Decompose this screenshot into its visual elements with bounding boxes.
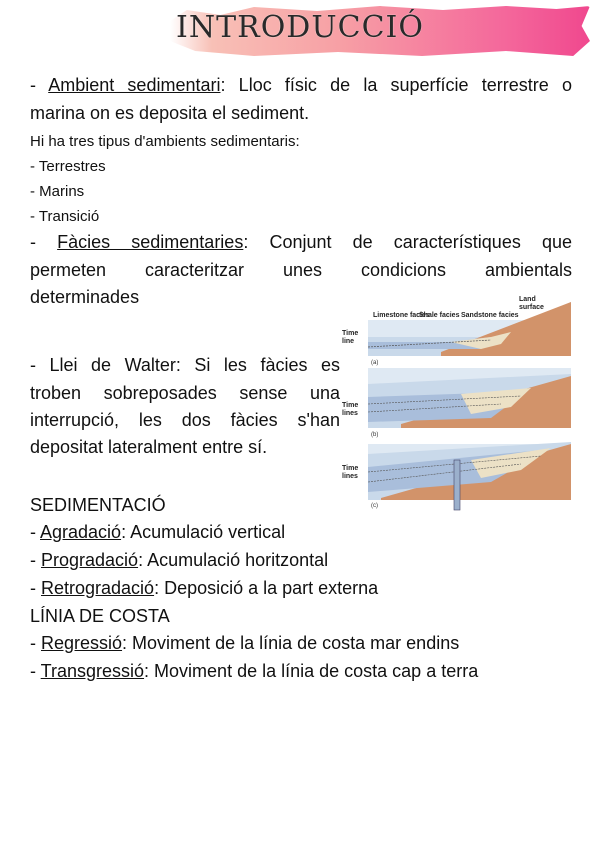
facies-term: Fàcies sedimentaries	[57, 232, 244, 252]
facies-definition-line2: permeten caracteritzar unes condicions ambientals	[30, 260, 572, 280]
costa-heading: LÍNIA DE COSTA	[30, 606, 170, 626]
list-item: - Progradació: Acumulació horitzontal	[30, 550, 329, 570]
list-item: - Regressió: Moviment de la línia de costa mar endins	[30, 633, 460, 653]
term-agradacio: Agradació	[40, 522, 122, 542]
label-shale: Shale facies	[419, 312, 460, 319]
label-a: (a)	[371, 360, 379, 366]
term-regressio: Regressió	[41, 633, 123, 653]
term-progradacio: Progradació	[41, 550, 139, 570]
facies-diagram-svg	[341, 292, 573, 512]
term-retrogradacio: Retrogradació	[41, 578, 155, 598]
list-item: - Marins	[30, 183, 85, 200]
label-time-lines-c: Time lines	[342, 465, 359, 480]
label-time-line: Time line	[342, 330, 359, 345]
list-item: - Agradació: Acumulació vertical	[30, 522, 286, 542]
list-item: - Retrogradació: Deposició a la part externa	[30, 578, 379, 598]
ambient-definition-line2: marina on es deposita el sediment.	[30, 103, 310, 123]
facies-definition-line1: - Fàcies sedimentaries: Conjunt de característiques que	[30, 232, 572, 252]
list-item: - Transició	[30, 208, 100, 225]
label-limestone: Limestone facies	[373, 312, 430, 319]
facies-definition-line3: determinades	[30, 287, 140, 307]
label-sandstone: Sandstone facies	[461, 312, 519, 319]
list-item: - Transgressió: Moviment de la línia de costa cap a terra	[30, 661, 479, 681]
ambient-definition-line1: - Ambient sedimentari: Lloc físic de la superfície terrestre o	[30, 75, 572, 95]
types-intro: Hi ha tres tipus d'ambients sedimentaris:	[30, 133, 300, 150]
label-land-surface: Land surface	[519, 296, 544, 311]
label-b: (b)	[371, 432, 379, 438]
facies-diagram	[341, 292, 573, 512]
label-c: (c)	[371, 503, 378, 509]
sedimentacio-heading: SEDIMENTACIÓ	[30, 495, 166, 515]
label-time-lines-b: Time lines	[342, 402, 359, 417]
term-transgressio: Transgressió	[40, 661, 145, 681]
panel-c	[368, 442, 571, 510]
walter-line3: interrupció, les dos fàcies s'han	[30, 410, 340, 430]
ambient-term: Ambient sedimentari	[48, 75, 221, 95]
walter-line1: - Llei de Walter: Si les fàcies es	[30, 355, 340, 375]
panel-b	[368, 368, 571, 428]
walter-line2: troben sobreposades sense una	[30, 383, 340, 403]
walter-line4: depositat lateralment entre sí.	[30, 437, 268, 457]
page-title: INTRODUCCIÓ	[176, 10, 424, 45]
list-item: - Terrestres	[30, 158, 106, 175]
